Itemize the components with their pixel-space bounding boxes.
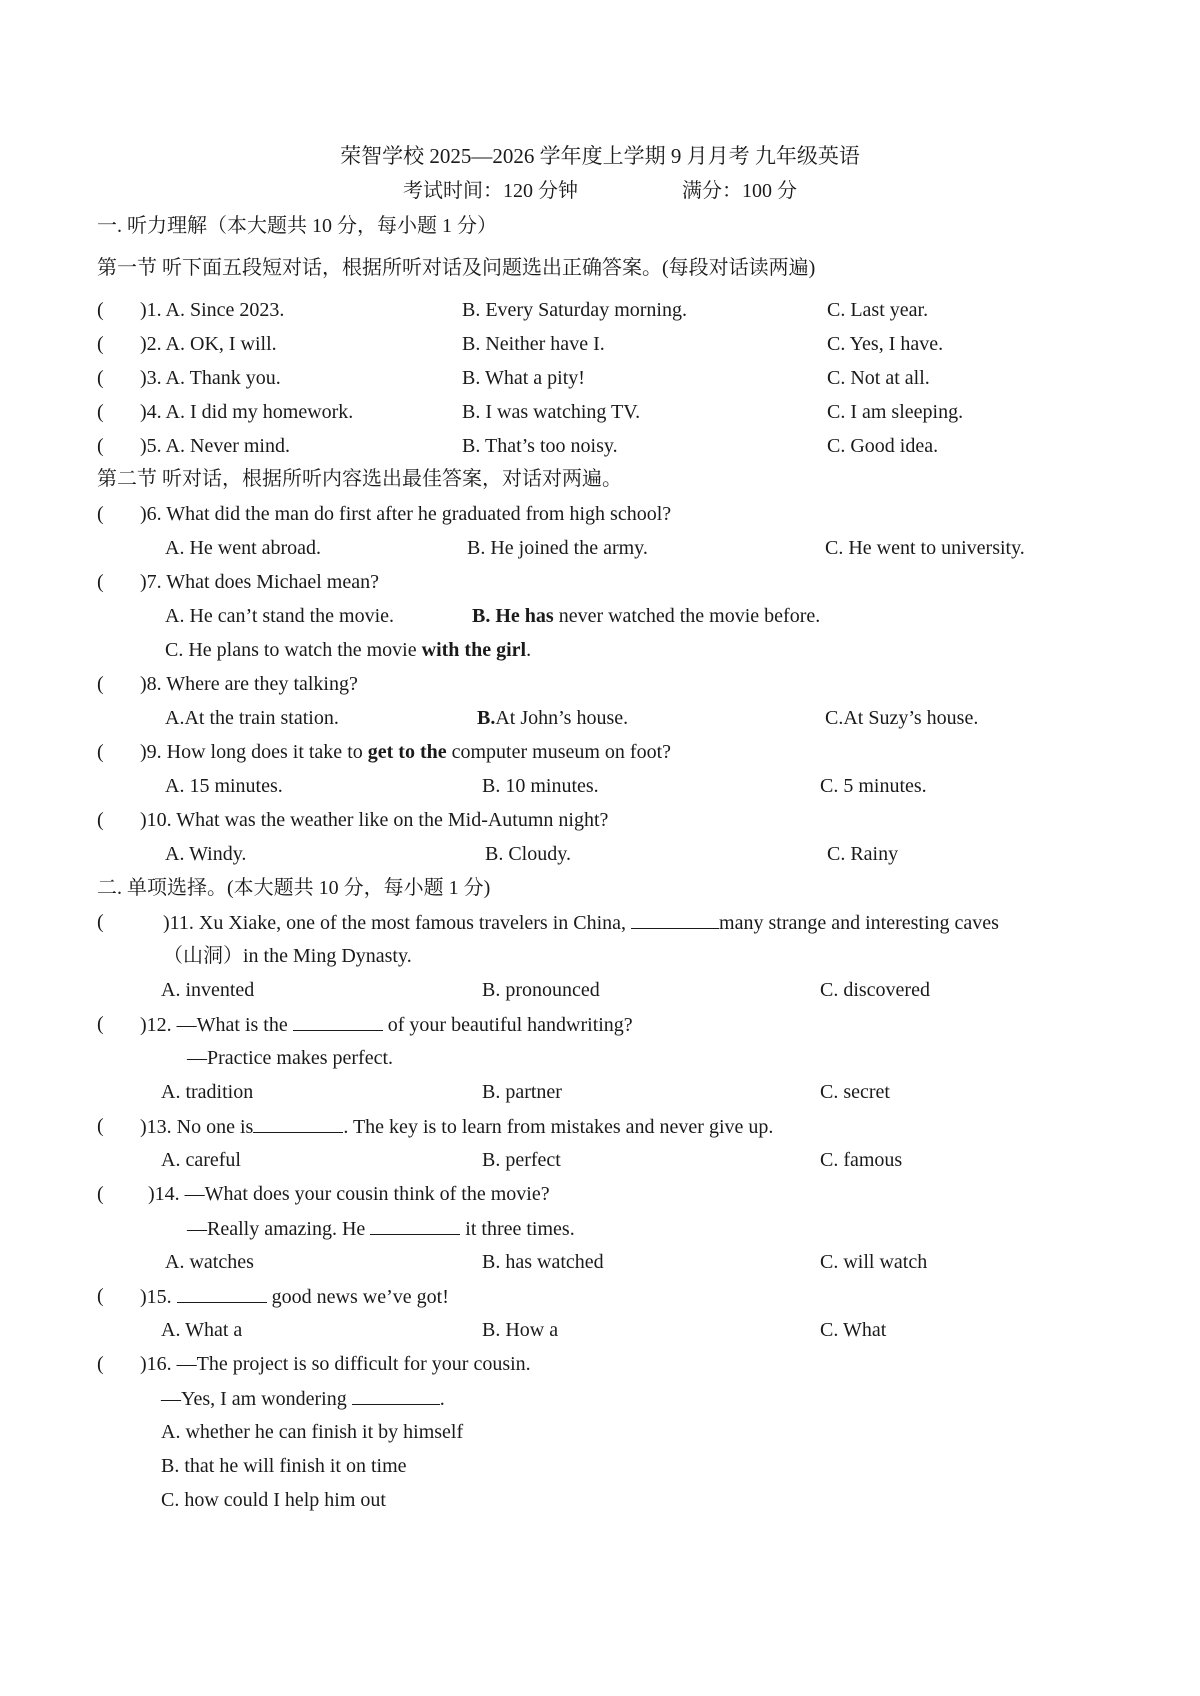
answer-paren: ( — [97, 911, 104, 933]
part1-section1: 第一节 听下面五段短对话，根据所听对话及问题选出正确答案。(每段对话读两遍) — [97, 257, 816, 279]
q9-option-b: B. 10 minutes. — [482, 775, 599, 797]
q5-option-c: C. Good idea. — [827, 435, 939, 457]
question-14: )14. —What does your cousin think of the movie? — [148, 1183, 550, 1205]
answer-blank — [631, 910, 719, 929]
answer-blank — [370, 1216, 460, 1235]
q9-option-c: C. 5 minutes. — [820, 775, 927, 797]
q12-option-c: C. secret — [820, 1081, 890, 1103]
question-3: )3. A. Thank you. — [140, 367, 281, 389]
answer-paren: ( — [97, 571, 104, 593]
answer-paren: ( — [97, 333, 104, 355]
q14-option-b: B. has watched — [482, 1251, 604, 1273]
q4-option-c: C. I am sleeping. — [827, 401, 964, 423]
q11-option-b: B. pronounced — [482, 979, 600, 1001]
question-13: )13. No one is . The key is to learn from mistakes and never give up. — [140, 1116, 774, 1138]
q13-option-c: C. famous — [820, 1149, 903, 1171]
q14-option-c: C. will watch — [820, 1251, 928, 1273]
question-6: )6. What did the man do first after he graduated from high school? — [140, 503, 672, 525]
answer-blank — [253, 1114, 343, 1133]
q3-option-c: C. Not at all. — [827, 367, 930, 389]
q12-option-b: B. partner — [482, 1081, 562, 1103]
q1-option-b: B. Every Saturday morning. — [462, 299, 687, 321]
answer-paren: ( — [97, 1115, 104, 1137]
part1-section2: 第二节 听对话，根据所听内容选出最佳答案，对话对两遍。 — [97, 468, 622, 490]
q15-option-a: A. What a — [161, 1319, 243, 1341]
exam-score: 满分：100 分 — [682, 180, 797, 202]
answer-paren: ( — [97, 435, 104, 457]
question-14-reply: —Really amazing. He it three times. — [187, 1218, 575, 1240]
answer-blank — [352, 1386, 440, 1405]
answer-paren: ( — [97, 741, 104, 763]
answer-paren: ( — [97, 673, 104, 695]
q13-option-b: B. perfect — [482, 1149, 561, 1171]
answer-paren: ( — [97, 1285, 104, 1307]
q15-option-c: C. What — [820, 1319, 887, 1341]
q8-option-a: A.At the train station. — [165, 707, 339, 729]
q1-option-c: C. Last year. — [827, 299, 929, 321]
answer-blank — [293, 1012, 383, 1031]
question-9: )9. How long does it take to get to the computer museum on foot? — [140, 741, 672, 763]
q10-option-a: A. Windy. — [165, 843, 247, 865]
q16-option-b: B. that he will finish it on time — [161, 1455, 407, 1477]
q16-option-a: A. whether he can finish it by himself — [161, 1421, 464, 1443]
q10-option-c: C. Rainy — [827, 843, 899, 865]
answer-blank — [177, 1284, 267, 1303]
question-8: )8. Where are they talking? — [140, 673, 358, 695]
q6-option-b: B. He joined the army. — [467, 537, 648, 559]
question-15: )15. good news we’ve got! — [140, 1286, 449, 1308]
q11-option-a: A. invented — [161, 979, 255, 1001]
q7-option-c: C. He plans to watch the movie with the girl. — [165, 639, 532, 661]
question-1: )1. A. Since 2023. — [140, 299, 285, 321]
q2-option-c: C. Yes, I have. — [827, 333, 944, 355]
q8-option-b: B.At John’s house. — [477, 707, 629, 729]
question-11-line2: （山洞）in the Ming Dynasty. — [163, 945, 412, 967]
q12-option-a: A. tradition — [161, 1081, 254, 1103]
q15-option-b: B. How a — [482, 1319, 559, 1341]
question-12: )12. —What is the of your beautiful handwriting? — [140, 1014, 633, 1036]
answer-paren: ( — [97, 1183, 104, 1205]
q3-option-b: B. What a pity! — [462, 367, 585, 389]
part1-heading: 一. 听力理解（本大题共 10 分，每小题 1 分） — [97, 215, 497, 237]
question-16-reply: —Yes, I am wondering . — [161, 1388, 445, 1410]
q16-option-c: C. how could I help him out — [161, 1489, 386, 1511]
q10-option-b: B. Cloudy. — [485, 843, 571, 865]
answer-paren: ( — [97, 299, 104, 321]
answer-paren: ( — [97, 367, 104, 389]
answer-paren: ( — [97, 1013, 104, 1035]
question-10: )10. What was the weather like on the Mid-Autumn night? — [140, 809, 609, 831]
question-5: )5. A. Never mind. — [140, 435, 290, 457]
q9-option-a: A. 15 minutes. — [165, 775, 283, 797]
question-12-reply: —Practice makes perfect. — [187, 1047, 394, 1069]
q7-option-a: A. He can’t stand the movie. — [165, 605, 395, 627]
question-7: )7. What does Michael mean? — [140, 571, 379, 593]
q13-option-a: A. careful — [161, 1149, 241, 1171]
q6-option-a: A. He went abroad. — [165, 537, 322, 559]
q8-option-c: C.At Suzy’s house. — [825, 707, 979, 729]
question-16: )16. —The project is so difficult for your cousin. — [140, 1353, 531, 1375]
q4-option-b: B. I was watching TV. — [462, 401, 641, 423]
answer-paren: ( — [97, 401, 104, 423]
question-2: )2. A. OK, I will. — [140, 333, 277, 355]
question-4: )4. A. I did my homework. — [140, 401, 354, 423]
q11-option-c: C. discovered — [820, 979, 930, 1001]
answer-paren: ( — [97, 1353, 104, 1375]
answer-paren: ( — [97, 809, 104, 831]
answer-paren: ( — [97, 503, 104, 525]
q7-option-b: B. He has never watched the movie before. — [472, 605, 821, 627]
question-11: )11. Xu Xiake, one of the most famous travelers in China, many strange and interesting caves — [163, 912, 999, 934]
exam-time: 考试时间：120 分钟 — [403, 180, 578, 202]
exam-title: 荣智学校 2025—2026 学年度上学期 9 月月考 九年级英语 — [340, 144, 860, 168]
q2-option-b: B. Neither have I. — [462, 333, 605, 355]
q14-option-a: A. watches — [165, 1251, 254, 1273]
q6-option-c: C. He went to university. — [825, 537, 1025, 559]
q5-option-b: B. That’s too noisy. — [462, 435, 618, 457]
part2-heading: 二. 单项选择。(本大题共 10 分，每小题 1 分) — [97, 877, 491, 899]
